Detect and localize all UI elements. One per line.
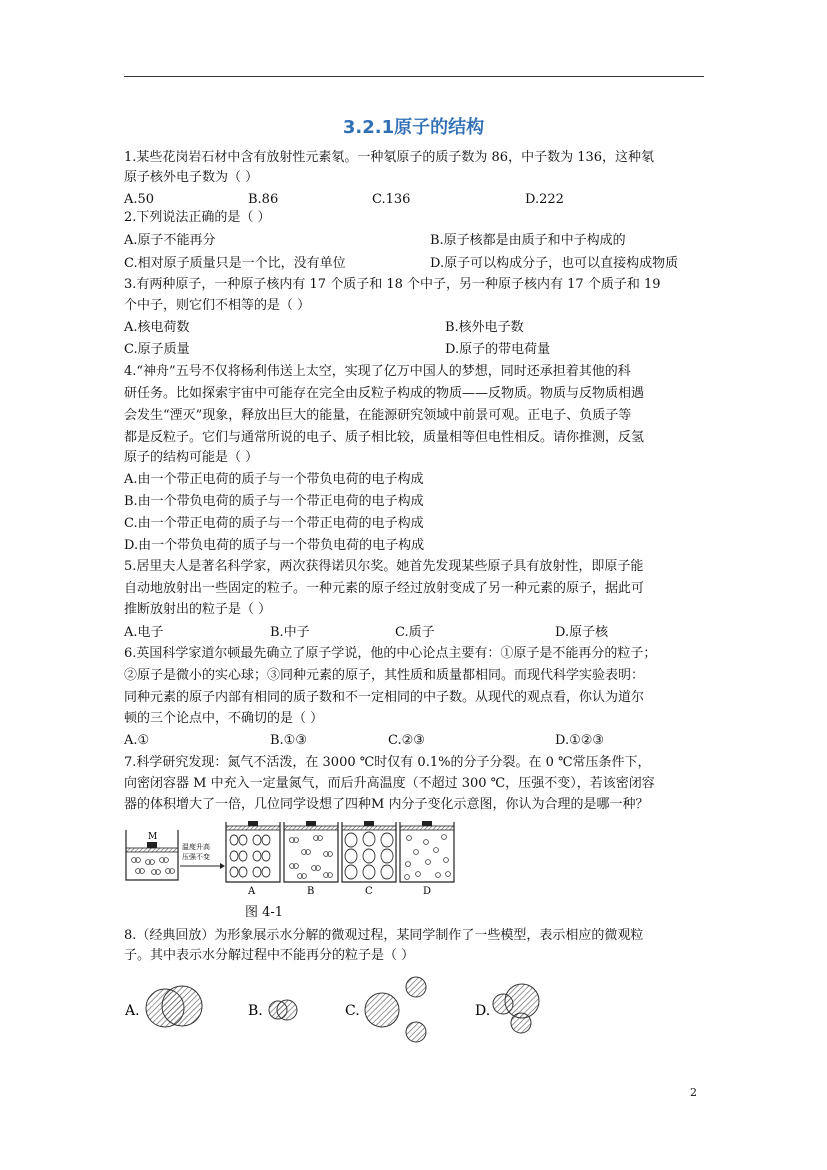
- question-6-text-line-4: 顿的三个论点中，不确切的是（ ）: [124, 711, 324, 726]
- question-4-text-line-4: 都是反粒子。它们与通常所说的电子、质子相比较，质量相等但电性相反。请你推测，反氢: [124, 430, 645, 445]
- question-2-option-c: C.相对原子质量只是一个比，没有单位: [124, 256, 346, 271]
- q8-option-label-a: A.: [125, 1003, 140, 1019]
- question-6-text-line-3: 同种元素的原子内部有相同的质子数和不一定相同的中子数。从现代的观点看，你认为道尔: [124, 690, 645, 705]
- question-3-text-line-2: 个中子，则它们不相等的是（ ）: [124, 298, 311, 313]
- question-8-text-line-2: 子。其中表示水分解过程中不能再分的粒子是（ ）: [124, 948, 415, 963]
- question-4-option-d: D.由一个带负电荷的质子与一个带负电荷的电子构成: [124, 538, 425, 553]
- question-7-text-line-2: 向密闭容器 M 中充入一定量氮气，而后升高温度（不超过 300 ℃，压强不变），若该密闭容: [124, 776, 655, 791]
- question-8-models: [120, 970, 560, 1050]
- question-5-option-b: B.中子: [270, 625, 310, 640]
- figure-panel-d: [400, 821, 454, 882]
- question-1-option-c: C.136: [372, 192, 411, 207]
- model-a: [146, 986, 202, 1027]
- question-6-option-c: C.②③: [388, 733, 425, 748]
- figure-panel-b: [284, 821, 338, 882]
- q8-option-label-d: D.: [475, 1003, 491, 1019]
- panel-label-b: B: [307, 886, 315, 897]
- question-6-option-a: A.①: [124, 733, 150, 748]
- question-4-option-a: A.由一个带正电荷的质子与一个带负电荷的电子构成: [124, 472, 424, 487]
- question-3-option-c: C.原子质量: [124, 342, 190, 357]
- question-3-text-line-1: 3.有两种原子，一种原子核内有 17 个质子和 18 个中子，另一种原子核内有 17 个质子和 19: [124, 277, 661, 292]
- model-d: [493, 984, 539, 1033]
- initial-container: [126, 830, 178, 880]
- question-3-option-b: B.核外电子数: [445, 320, 524, 335]
- question-5-text-line-1: 5.居里夫人是著名科学家，两次获得诺贝尔奖。她首先发现某些原子具有放射性，即原子能: [124, 559, 644, 574]
- question-2-option-d: D.原子可以构成分子，也可以直接构成物质: [430, 256, 679, 271]
- question-1-option-a: A.50: [124, 192, 155, 207]
- container-label: M: [148, 832, 158, 842]
- question-1-option-b: B.86: [248, 192, 279, 207]
- q8-option-label-c: C.: [345, 1003, 360, 1019]
- question-6-text-line-2: ②原子是微小的实心球；③同种元素的原子，其性质和质量都相同。而现代科学实验表明：: [124, 668, 645, 683]
- question-2-option-b: B.原子核都是由质子和中子构成的: [430, 233, 626, 248]
- page-number: 2: [690, 1086, 697, 1099]
- question-6-text-line-1: 6.英国科学家道尔顿最先确立了原子学说，他的中心论点主要有：①原子是不能再分的粒子；: [124, 646, 657, 661]
- panel-label-c: C: [365, 886, 373, 897]
- question-5-option-a: A.电子: [124, 625, 164, 640]
- question-3-option-d: D.原子的带电荷量: [445, 342, 551, 357]
- panel-label-d: D: [423, 886, 432, 897]
- arrow-label-pressure: 压强不变: [182, 853, 210, 861]
- panel-label-a: A: [248, 886, 256, 897]
- question-4-text-line-2: 研任务。比如探索宇宙中可能存在完全由反粒子构成的物质——反物质。物质与反物质相遇: [124, 386, 645, 401]
- question-4-option-b: B.由一个带负电荷的质子与一个带正电荷的电子构成: [124, 494, 424, 509]
- header-rule: [124, 76, 704, 77]
- question-6-option-d: D.①②③: [555, 733, 605, 748]
- question-5-text-line-3: 推断放射出的粒子是（ ）: [124, 602, 272, 617]
- question-5-option-c: C.质子: [395, 625, 435, 640]
- question-3-option-a: A.核电荷数: [124, 320, 190, 335]
- page-title: 3.2.1原子的结构: [342, 117, 485, 138]
- question-1-text-line-2: 原子核外电子数为（ ）: [124, 170, 259, 185]
- figure-panel-a: [226, 821, 280, 882]
- question-7-text-line-1: 7.科学研究发现：氮气不活泼，在 3000 ℃时仅有 0.1%的分子分裂。在 0 ℃常压条件下，: [124, 755, 651, 770]
- question-2-text: 2.下列说法正确的是（ ）: [124, 210, 271, 225]
- question-7-figure: [124, 820, 464, 900]
- question-5-option-d: D.原子核: [555, 625, 609, 640]
- question-5-text-line-2: 自动地放射出一些固定的粒子。一种元素的原子经过放射变成了另一种元素的原子，据此可: [124, 581, 645, 596]
- arrow-label-temperature: 温度升高: [182, 843, 210, 851]
- question-8-text-line-1: 8.（经典回放）为形象展示水分解的微观过程，某同学制作了一些模型，表示相应的微观粒: [124, 928, 644, 943]
- question-6-option-b: B.①③: [270, 733, 307, 748]
- model-b: [269, 1000, 297, 1020]
- question-4-text-line-5: 原子的结构可能是（ ）: [124, 450, 259, 465]
- question-1-text-line-1: 1.某些花岗岩石材中含有放射性元素氡。一种氡原子的质子数为 86，中子数为 136，这种氡: [124, 150, 655, 165]
- question-4-text-line-3: 会发生“湮灭”现象，释放出巨大的能量，在能源研究领域中前景可观。正电子、负质子等: [124, 408, 632, 423]
- q8-option-label-b: B.: [248, 1003, 263, 1019]
- question-4-text-line-1: 4.“神舟”五号不仅将杨利伟送上太空，实现了亿万中国人的梦想，同时还承担着其他的科: [124, 364, 631, 379]
- question-7-text-line-3: 器的体积增大了一倍，几位同学设想了四种M 内分子变化示意图，你认为合理的是哪一种？: [124, 797, 649, 812]
- figure-panel-c: [342, 821, 396, 882]
- question-4-option-c: C.由一个带正电荷的质子与一个带正电荷的电子构成: [124, 516, 424, 531]
- model-c: [365, 977, 426, 1042]
- figure-caption: 图 4-1: [245, 905, 284, 920]
- question-1-option-d: D.222: [525, 192, 564, 207]
- question-2-option-a: A.原子不能再分: [124, 233, 216, 248]
